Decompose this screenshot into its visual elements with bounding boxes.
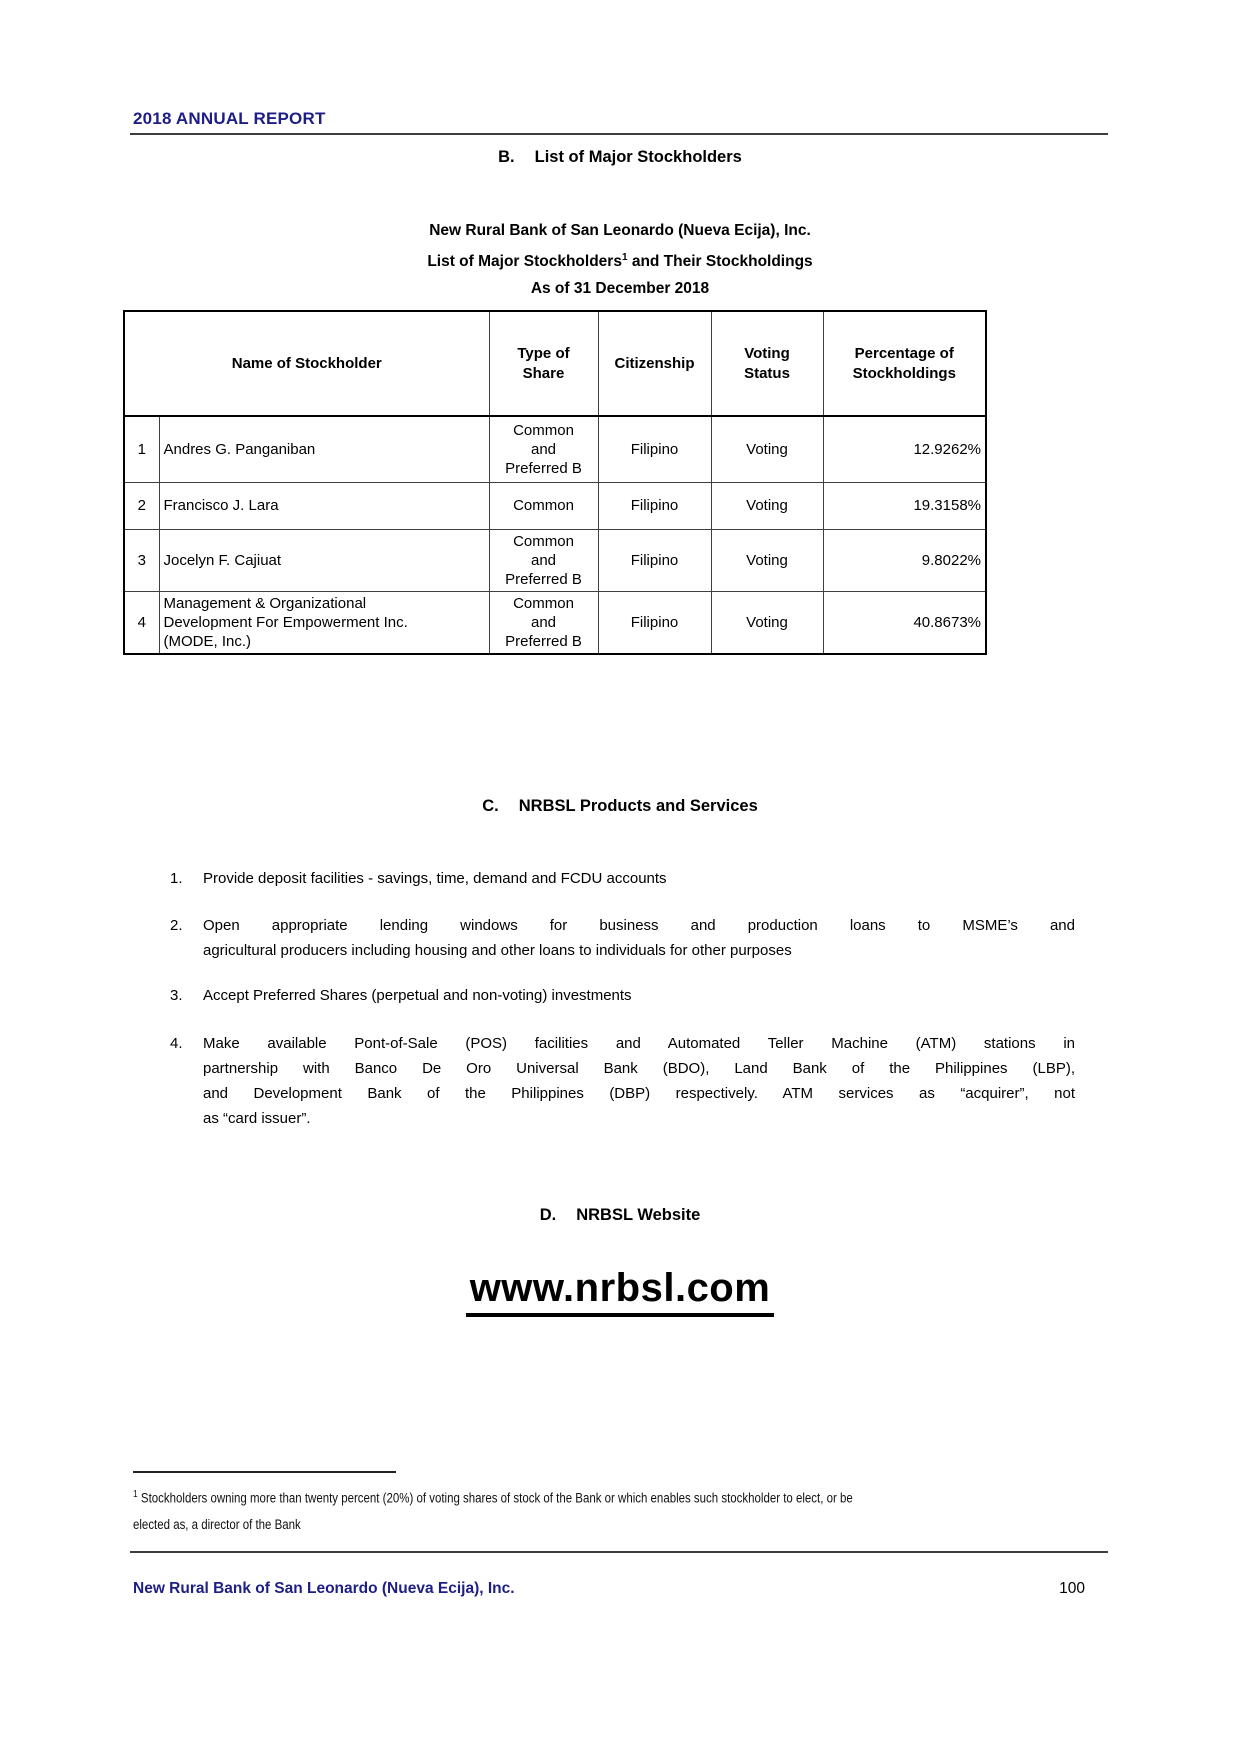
row-number: 2	[124, 482, 159, 529]
voting-status: Voting	[711, 416, 823, 482]
footnote-text1: Stockholders owning more than twenty percent (20%) of voting shares of stock of the Bank or which enables such stockholder to elect, or be	[140, 1490, 853, 1506]
footnote-ref-marker: 1	[621, 252, 628, 263]
stockholders-table	[123, 310, 987, 655]
list-item-number: 4.	[170, 1035, 183, 1052]
stockholder-name: Jocelyn F. Cajiuat	[159, 529, 489, 591]
type-of-share: Common	[489, 482, 598, 529]
col-header-name: Name of Stockholder	[124, 311, 489, 416]
list-item-text: Provide deposit facilities - savings, time, demand and FCDU accounts	[203, 870, 667, 887]
percentage: 19.3158%	[823, 482, 986, 529]
citizenship: Filipino	[598, 416, 711, 482]
col-header-voting: Voting Status	[711, 311, 823, 416]
stockholder-name: Management & Organizational Development For Empowerment Inc. (MODE, Inc.)	[159, 591, 489, 654]
section-c-heading	[160, 797, 1080, 816]
section-c-label: NRBSL Products and Services	[518, 797, 758, 815]
type-of-share: Common and Preferred B	[489, 416, 598, 482]
percentage: 12.9262%	[823, 416, 986, 482]
col-header-citizenship: Citizenship	[598, 311, 711, 416]
table-title-line2	[160, 244, 1080, 275]
list-item	[170, 1031, 1075, 1131]
table-title-line2-pre: List of Major Stockholders	[427, 253, 622, 271]
list-item-text: as “card issuer”.	[203, 1110, 311, 1127]
table-row	[124, 591, 986, 654]
list-item-text: Open appropriate lending windows for business and production loans to MSME’s and	[203, 917, 1075, 934]
list-item-text: Accept Preferred Shares (perpetual and non-voting) investments	[203, 987, 632, 1004]
section-b-heading	[160, 148, 1080, 167]
section-d-heading	[160, 1206, 1080, 1225]
citizenship: Filipino	[598, 482, 711, 529]
list-item-text: Make available Pont-of-Sale (POS) facilities and Automated Teller Machine (ATM) stations in	[203, 1035, 1075, 1052]
table-title-line2-post: and Their Stockholdings	[627, 253, 813, 271]
list-item-number: 2.	[170, 917, 183, 934]
footer-bank-name: New Rural Bank of San Leonardo (Nueva Ecija), Inc.	[133, 1580, 515, 1597]
row-number: 4	[124, 591, 159, 654]
table-title-line3: As of 31 December 2018	[530, 280, 710, 298]
section-d-label: NRBSL Website	[576, 1206, 701, 1224]
stockholder-name: Andres G. Panganiban	[159, 416, 489, 482]
citizenship: Filipino	[598, 591, 711, 654]
percentage: 9.8022%	[823, 529, 986, 591]
row-number: 3	[124, 529, 159, 591]
type-of-share: Common and Preferred B	[489, 529, 598, 591]
list-item-text: partnership with Banco De Oro Universal Bank (BDO), Land Bank of the Philippines (LBP),	[203, 1060, 1075, 1077]
citizenship: Filipino	[598, 529, 711, 591]
col-header-type: Type of Share	[489, 311, 598, 416]
table-row	[124, 529, 986, 591]
list-item	[170, 866, 1075, 891]
stockholder-name: Francisco J. Lara	[159, 482, 489, 529]
report-header-title: 2018 ANNUAL REPORT	[133, 109, 326, 128]
footnote-line2: elected as, a director of the Bank	[133, 1516, 301, 1532]
section-b-letter: B.	[498, 148, 515, 166]
table-title-block	[160, 217, 1080, 302]
footnote-rule	[133, 1471, 396, 1473]
list-item	[170, 913, 1075, 963]
table-row	[124, 416, 986, 482]
voting-status: Voting	[711, 591, 823, 654]
footnote-marker: 1	[133, 1489, 138, 1500]
list-item-number: 1.	[170, 870, 183, 887]
page-number: 100	[1059, 1580, 1085, 1597]
section-d-letter: D.	[539, 1206, 557, 1224]
footnote-line1	[133, 1482, 1077, 1512]
table-row	[124, 482, 986, 529]
voting-status: Voting	[711, 529, 823, 591]
list-item-text: and Development Bank of the Philippines (DBP) respectively. ATM services as “acquirer”, not	[203, 1085, 1075, 1102]
website-block	[160, 1266, 1080, 1317]
section-c-letter: C.	[482, 797, 499, 815]
list-item	[170, 983, 1075, 1008]
table-title-line1: New Rural Bank of San Leonardo (Nueva Ecija), Inc.	[429, 222, 811, 239]
header-rule	[130, 133, 1108, 135]
website-link[interactable]: www.nrbsl.com	[466, 1266, 775, 1317]
row-number: 1	[124, 416, 159, 482]
list-item-text: agricultural producers including housing and other loans to individuals for other purposes	[203, 942, 792, 959]
section-b-label: List of Major Stockholders	[534, 148, 742, 166]
footnote	[133, 1482, 1077, 1538]
voting-status: Voting	[711, 482, 823, 529]
footer-rule	[130, 1551, 1108, 1553]
list-item-number: 3.	[170, 987, 183, 1004]
table-header-row	[124, 311, 986, 416]
type-of-share: Common and Preferred B	[489, 591, 598, 654]
percentage: 40.8673%	[823, 591, 986, 654]
col-header-percentage: Percentage of Stockholdings	[823, 311, 986, 416]
